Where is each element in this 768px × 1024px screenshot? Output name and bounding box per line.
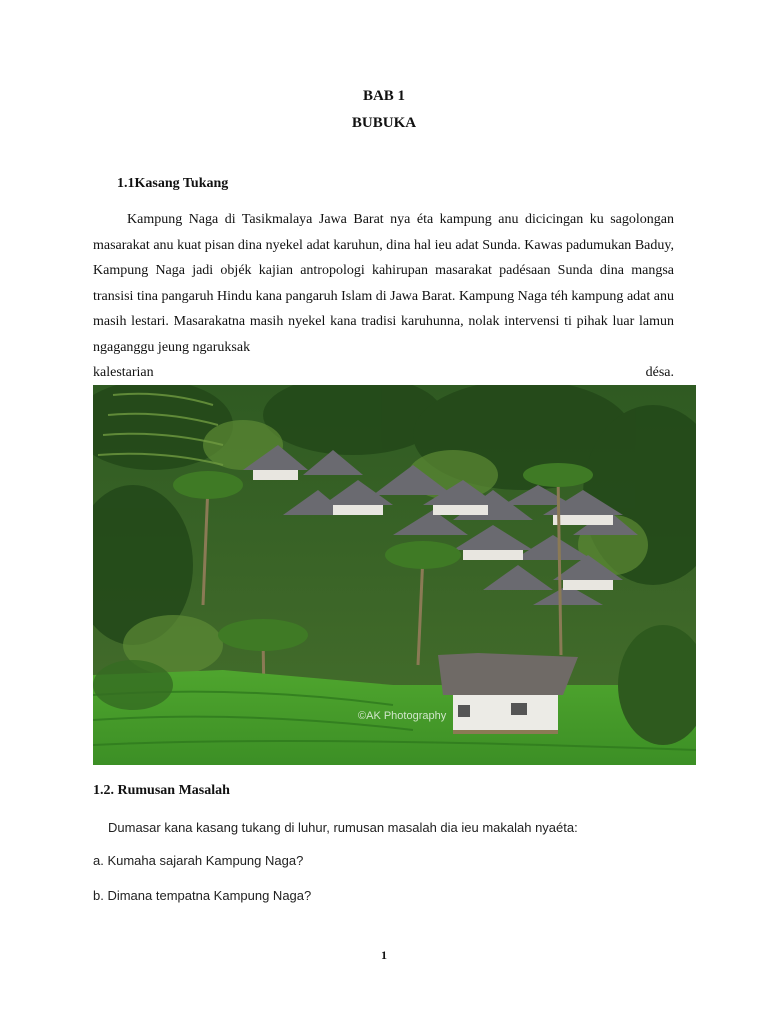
chapter-title: BUBUKA <box>351 115 417 131</box>
last-word-left: kalestarian <box>93 365 154 380</box>
problem-intro: Dumasar kana kasang tukang di luhur, rumusan masalah dia ieu makalah nyaéta: <box>108 820 578 835</box>
problem-item-a: a. Kumaha sajarah Kampung Naga? <box>93 853 304 868</box>
section-heading-background: 1.1Kasang Tukang <box>117 176 229 191</box>
problem-item-b: b. Dimana tempatna Kampung Naga? <box>93 888 312 903</box>
photo-watermark: ©AK Photography <box>358 710 447 722</box>
last-word-right: désa. <box>645 365 674 380</box>
paragraph-last-line <box>93 360 674 386</box>
section-heading-problem: 1.2. Rumusan Masalah <box>93 783 230 798</box>
chapter-number: BAB 1 <box>362 88 406 104</box>
kampung-naga-photo <box>93 385 696 765</box>
paragraph-text: Kampung Naga di Tasikmalaya Jawa Barat nya éta kampung anu dicicingan ku sagolongan masarakat anu kuat pisan dina nyekel adat karuhun, dina hal ieu adat Sunda. Kawas padumukan Baduy, Kampung Naga jadi objék kajian antropologi kahirupan masarakat padésaan Sunda dina mangsa transisi tina pangaruh Hindu kana pangaruh Islam di Jawa Barat. Kampung Naga téh kampung adat anu masih lestari. Masarakatna masih nyekel kana tradisi karuhunna, nolak intervensi ti pihak luar lamun ngaganggu jeung ngaruksak <box>93 212 674 355</box>
village-illustration <box>93 385 696 765</box>
page-number: 1 <box>381 948 387 962</box>
background-paragraph <box>93 207 674 386</box>
